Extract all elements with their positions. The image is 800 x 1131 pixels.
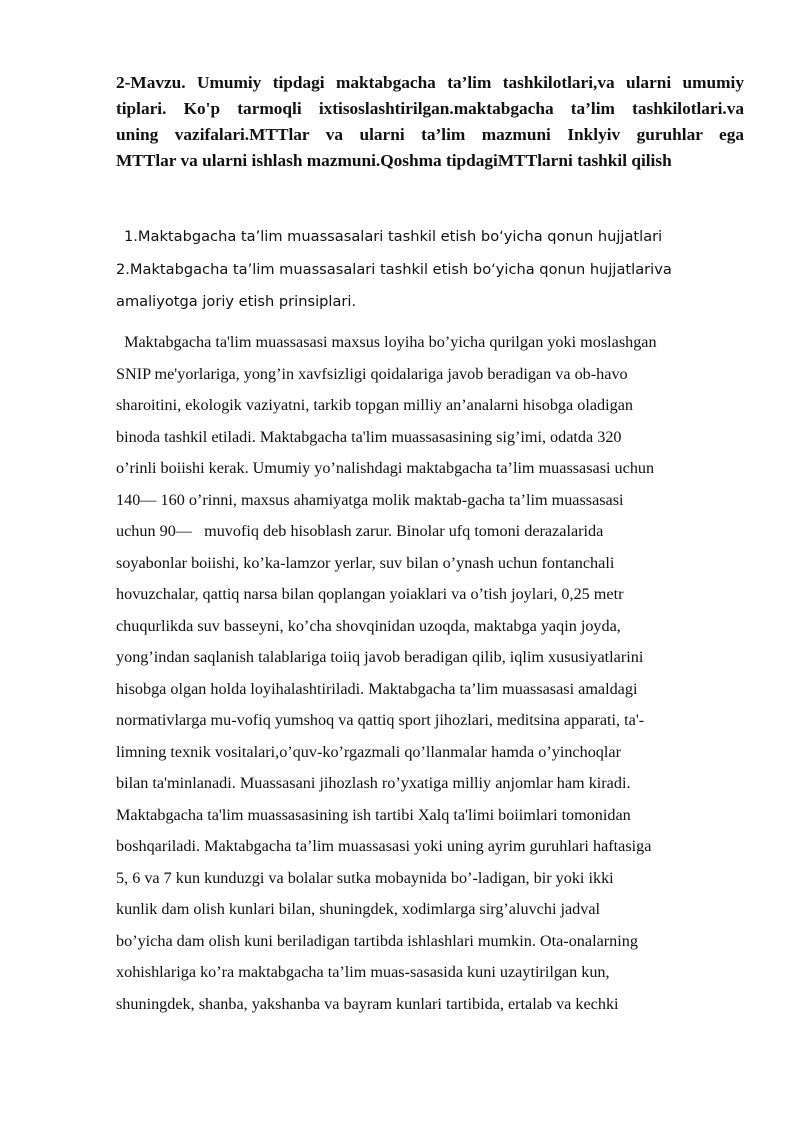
body-line: shuningdek, shanba, yakshanba va bayram kunlari tartibida, ertalab va kechki bbox=[116, 994, 619, 1013]
body-line: bo’yicha dam olish kuni beriladigan tartibda ishlashlari mumkin. Ota-onalarning bbox=[116, 931, 638, 950]
title-line: MTTlar va ularni ishlash mazmuni.Qoshma tipdagiMTTlarni tashkil qilish bbox=[116, 151, 672, 170]
body-line: normativlarga mu-vofiq yumshoq va qattiq sport jihozlari, meditsina apparati, ta'- bbox=[116, 711, 645, 729]
body-line: limning texnik vositalari,o’quv-ko’rgazmali qo’llanmalar hamda o’yinchoqlar bbox=[116, 742, 621, 761]
body-line: Maktabgacha ta'lim muassasasining ish tartibi Xalq ta'limi boiimlari tomonidan bbox=[116, 805, 631, 824]
body-text bbox=[116, 327, 756, 1020]
body-line: SNIP me'yorlariga, yong’in xavfsizligi qoidalariga javob beradigan va ob-havo bbox=[116, 364, 628, 383]
body-line: hovuzchalar, qattiq narsa bilan qoplangan yoiaklari va o’tish joylari, 0,25 metr bbox=[116, 585, 624, 603]
body-line: xohishlariga ko’ra maktabgacha ta’lim muas-sasasida kuni uzaytirilgan kun, bbox=[116, 963, 610, 981]
body-line: o’rinli boiishi kerak. Umumiy yo’nalishdagi maktabgacha ta’lim muassasasi uchun bbox=[116, 459, 655, 477]
body-line: 140— 160 o’rinni, maxsus ahamiyatga molik maktab-gacha ta’lim muassasasi bbox=[116, 490, 624, 509]
body-line: hisobga olgan holda loyihalashtiriladi. Maktabgacha ta’lim muassasasi amaldagi bbox=[116, 679, 638, 698]
body-line: bilan ta'minlanadi. Muassasani jihozlash ro’yxatiga milliy anjomlar ham kiradi. bbox=[116, 774, 631, 792]
point-2-line-2: amaliyotga joriy etish prinsiplari. bbox=[116, 293, 357, 310]
title-line: tiplari. Ko'p tarmoqli ixtisoslashtirilgan.maktabgacha ta’lim tashkilotlari.va bbox=[116, 99, 744, 118]
body-line: 5, 6 va 7 kun kunduzgi va bolalar sutka mobaynida bo’-ladigan, bir yoki ikki bbox=[116, 868, 614, 887]
body-line: yong’indan saqlanish talablariga toiiq javob beradigan qilib, iqlim xususiyatlarini bbox=[116, 648, 644, 666]
body-line: sharoitini, ekologik vaziyatni, tarkib topgan milliy an’analarni hisobga oladigan bbox=[116, 396, 633, 414]
topic-title bbox=[116, 70, 744, 174]
body-line: soyabonlar boiishi, ko’ka-lamzor yerlar, suv bilan o’ynash uchun fontanchali bbox=[116, 553, 615, 572]
body-line: boshqariladi. Maktabgacha ta’lim muassasasi yoki uning ayrim guruhlari haftasiga bbox=[116, 837, 652, 855]
body-line: Maktabgacha ta'lim muassasasi maxsus loyiha bo’yicha qurilgan yoki moslashgan bbox=[116, 333, 657, 351]
point-2-line-1: 2.Maktabgacha ta’lim muassasalari tashkil etish bo‘yicha qonun hujjatlariva bbox=[116, 261, 672, 278]
title-line: uning vazifalari.MTTlar va ularni ta’lim mazmuni Inklyiv guruhlar ega bbox=[116, 125, 744, 144]
body-line: binoda tashkil etiladi. Maktabgacha ta'lim muassasasining sig’imi, odatda 320 bbox=[116, 427, 622, 446]
body-line: uchun 90— muvofiq deb hisoblash zarur. Binolar ufq tomoni derazalarida bbox=[116, 522, 604, 540]
point-1: 1.Maktabgacha ta’lim muassasalari tashkil etish bo‘yicha qonun hujjatlari bbox=[124, 228, 663, 245]
body-line: chuqurlikda suv basseyni, ko’cha shovqinidan uzoqda, maktabga yaqin joyda, bbox=[116, 616, 621, 635]
title-line: 2-Mavzu. Umumiy tipdagi maktabgacha ta’lim tashkilotlari,va ularni umumiy bbox=[116, 73, 744, 92]
body-line: kunlik dam olish kunlari bilan, shuningdek, xodimlarga sirg’aluvchi jadval bbox=[116, 900, 601, 918]
